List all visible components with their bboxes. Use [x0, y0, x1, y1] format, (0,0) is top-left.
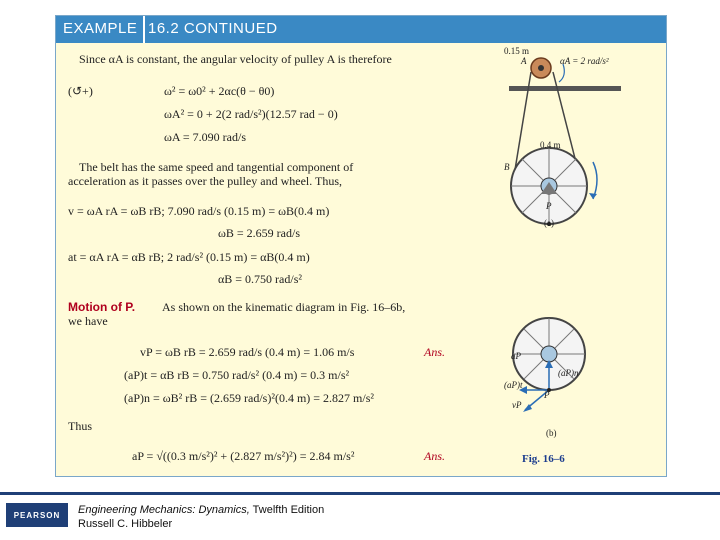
banner-example: EXAMPLE	[63, 20, 138, 37]
banner-number: 16.2	[148, 20, 180, 37]
fig-a-label-b: B	[504, 162, 510, 172]
answer-label-vp: Ans.	[424, 345, 445, 359]
answer-label-ap: Ans.	[424, 449, 445, 463]
figure-caption: Fig. 16–6	[522, 453, 565, 465]
footer-divider	[0, 492, 720, 495]
slide-panel	[55, 15, 667, 477]
equation-velocity: v = ωA rA = ωB rB; 7.090 rad/s (0.15 m) = ωB(0.4 m)	[68, 204, 330, 218]
fig-b-label-vp: vP	[512, 400, 522, 410]
footer-credit	[78, 503, 324, 531]
fig-a-radius-a: 0.15 m	[504, 46, 530, 56]
equation-omega-b: ωB = 2.659 rad/s	[218, 226, 300, 240]
fig-a-label-p: P	[546, 201, 552, 211]
motion-heading: Motion of P.	[68, 300, 136, 314]
fig-b-label-p: P	[544, 390, 550, 400]
text-line-belt-1: The belt has the same speed and tangential component of	[79, 160, 354, 174]
equation-omega-a-squared: ωA² = 0 + 2(2 rad/s²)(12.57 rad − 0)	[164, 107, 338, 121]
sign-convention: (↺+)	[68, 84, 93, 98]
equation-vp: vP = ωB rB = 2.659 rad/s (0.4 m) = 1.06 m/s	[140, 345, 355, 359]
fig-b-label-at: (aP)t	[504, 380, 523, 390]
figure-a-diagram	[501, 44, 661, 244]
fig-b-label-an: (aP)n	[558, 368, 579, 378]
equation-alpha-b: αB = 0.750 rad/s²	[218, 272, 302, 286]
footer-book-title: Engineering Mechanics: Dynamics,	[78, 504, 250, 516]
footer-author: Russell C. Hibbeler	[78, 518, 173, 530]
fig-a-radius-b: 0.4 m	[540, 140, 561, 150]
equation-ap-t: (aP)t = αB rB = 0.750 rad/s² (0.4 m) = 0.3 m/s²	[124, 368, 350, 382]
equation-tangential: at = αA rA = αB rB; 2 rad/s² (0.15 m) = αB(0.4 m)	[68, 250, 310, 264]
text-thus: Thus	[68, 419, 92, 433]
text-line-belt-2: acceleration as it passes over the pulley and wheel. Thus,	[68, 174, 343, 188]
footer-edition: Twelfth Edition	[249, 504, 325, 516]
equation-kinematics: ω² = ω0² + 2αc(θ − θ0)	[164, 84, 275, 98]
fig-a-label-a: A	[521, 56, 527, 66]
example-banner	[56, 16, 666, 43]
fig-a-alpha-a: αA = 2 rad/s²	[560, 56, 609, 66]
equation-ap: aP = √((0.3 m/s²)² + (2.827 m/s²)²) = 2.84 m/s²	[132, 449, 355, 463]
equation-omega-a: ωA = 7.090 rad/s	[164, 130, 246, 144]
motion-text-1: As shown on the kinematic diagram in Fig. 16–6b,	[162, 300, 406, 314]
equation-ap-n: (aP)n = ωB² rB = (2.659 rad/s)²(0.4 m) = 2.827 m/s²	[124, 391, 374, 405]
fig-b-caption: (b)	[546, 428, 557, 438]
motion-text-2: we have	[68, 314, 108, 328]
text-line-intro: Since αA is constant, the angular velocity of pulley A is therefore	[79, 52, 392, 66]
fig-a-caption: (a)	[544, 218, 554, 228]
publisher-logo: PEARSON	[6, 503, 68, 527]
banner-continued: CONTINUED	[183, 20, 278, 37]
banner-divider	[143, 16, 145, 43]
fig-b-label-ap: aP	[511, 351, 521, 361]
